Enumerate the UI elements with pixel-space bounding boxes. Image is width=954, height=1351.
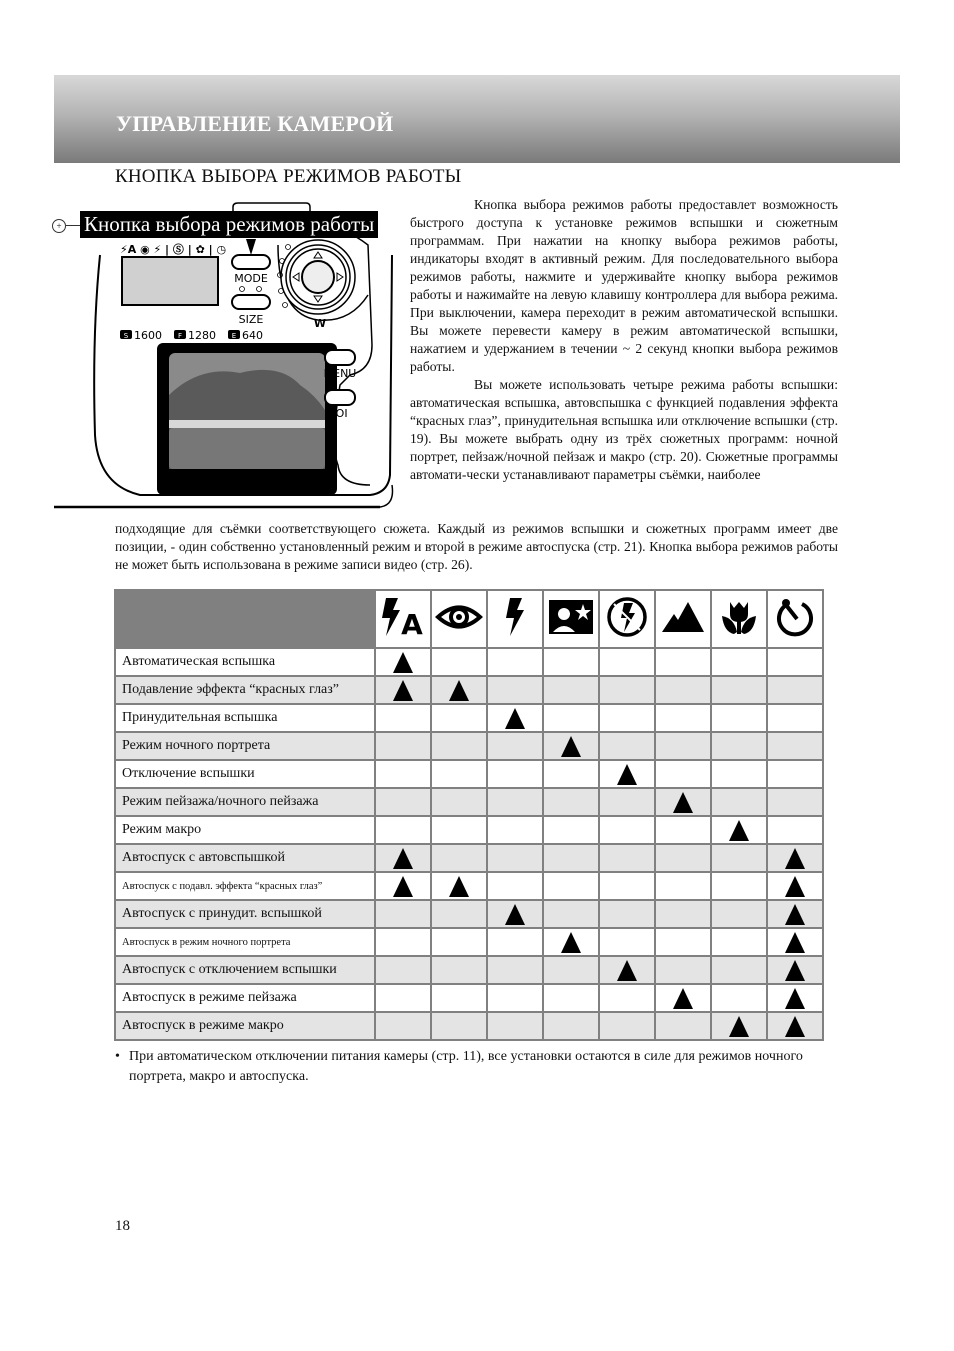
available-marker-icon	[785, 876, 805, 897]
chapter-banner	[54, 75, 900, 163]
mode-cell-auto-flash	[375, 956, 431, 984]
mode-cell-fill-flash	[487, 900, 543, 928]
footnote-bullet: •	[115, 1049, 120, 1064]
mode-cell-night-portrait	[543, 984, 599, 1012]
table-row	[115, 704, 823, 732]
mode-cell-red-eye	[431, 648, 487, 676]
mode-cell-flash-cancel	[599, 732, 655, 760]
mode-cell-fill-flash	[487, 732, 543, 760]
mode-cell-macro	[711, 984, 767, 1012]
table-row	[115, 676, 823, 704]
mode-cell-macro	[711, 704, 767, 732]
available-marker-icon	[449, 680, 469, 701]
mode-cell-flash-cancel	[599, 788, 655, 816]
table-row	[115, 732, 823, 760]
mode-cell-night-portrait	[543, 928, 599, 956]
col-landscape	[655, 590, 711, 648]
available-marker-icon	[617, 764, 637, 785]
mode-cell-self-timer	[767, 928, 823, 956]
mode-cell-night-portrait	[543, 760, 599, 788]
row-label: Автоспуск с автовспышкой	[115, 844, 375, 872]
col-red-eye	[431, 590, 487, 648]
mode-cell-self-timer	[767, 760, 823, 788]
mode-cell-red-eye	[431, 956, 487, 984]
mode-cell-flash-cancel	[599, 900, 655, 928]
mode-cell-macro	[711, 1012, 767, 1040]
available-marker-icon	[561, 932, 581, 953]
mode-cell-auto-flash	[375, 704, 431, 732]
mode-cell-self-timer	[767, 844, 823, 872]
status-icons-strip	[120, 242, 226, 256]
svg-text:E: E	[231, 332, 237, 340]
mode-cell-auto-flash	[375, 676, 431, 704]
mode-cell-landscape	[655, 984, 711, 1012]
available-marker-icon	[673, 988, 693, 1009]
svg-text:⚡A ◉ ⚡ | Ⓢ | ✿ | ◷: ⚡A ◉ ⚡ | Ⓢ | ✿ | ◷	[120, 243, 227, 256]
available-marker-icon	[449, 876, 469, 897]
mode-cell-flash-cancel	[599, 844, 655, 872]
mode-cell-red-eye	[431, 1012, 487, 1040]
mode-cell-landscape	[655, 760, 711, 788]
mode-cell-self-timer	[767, 816, 823, 844]
mode-cell-landscape	[655, 704, 711, 732]
mode-cell-macro	[711, 732, 767, 760]
night-portrait-icon	[546, 594, 596, 640]
row-label: Автоспуск с принудит. вспышкой	[115, 900, 375, 928]
mode-cell-flash-cancel	[599, 984, 655, 1012]
available-marker-icon	[393, 680, 413, 701]
mode-cell-macro	[711, 900, 767, 928]
available-marker-icon	[785, 848, 805, 869]
available-marker-icon	[785, 960, 805, 981]
svg-text:MENU: MENU	[323, 367, 357, 380]
mode-cell-macro	[711, 760, 767, 788]
mode-cell-fill-flash	[487, 928, 543, 956]
mode-cell-macro	[711, 956, 767, 984]
col-macro	[711, 590, 767, 648]
mode-cell-flash-cancel	[599, 956, 655, 984]
row-label: Режим макро	[115, 816, 375, 844]
table-row	[115, 816, 823, 844]
page-number: 18	[115, 1218, 130, 1234]
mode-cell-fill-flash	[487, 844, 543, 872]
mode-cell-macro	[711, 872, 767, 900]
mode-cell-auto-flash	[375, 872, 431, 900]
mode-cell-night-portrait	[543, 676, 599, 704]
available-marker-icon	[617, 960, 637, 981]
mode-cell-night-portrait	[543, 648, 599, 676]
mode-cell-fill-flash	[487, 788, 543, 816]
mode-cell-landscape	[655, 676, 711, 704]
mode-cell-auto-flash	[375, 844, 431, 872]
mode-cell-auto-flash	[375, 928, 431, 956]
mode-cell-self-timer	[767, 732, 823, 760]
mode-cell-fill-flash	[487, 984, 543, 1012]
mode-cell-landscape	[655, 900, 711, 928]
mode-cell-flash-cancel	[599, 760, 655, 788]
mode-cell-flash-cancel	[599, 676, 655, 704]
mode-cell-flash-cancel	[599, 928, 655, 956]
svg-text:SIZE: SIZE	[238, 313, 264, 326]
available-marker-icon	[505, 708, 525, 729]
col-night-portrait	[543, 590, 599, 648]
mode-cell-landscape	[655, 1012, 711, 1040]
available-marker-icon	[673, 792, 693, 813]
svg-text:1600: 1600	[134, 329, 162, 342]
mode-cell-auto-flash	[375, 760, 431, 788]
svg-text:W: W	[313, 317, 327, 330]
mode-cell-night-portrait	[543, 844, 599, 872]
chapter-title: УПРАВЛЕНИЕ КАМЕРОЙ	[116, 111, 394, 136]
intro-text-block	[410, 196, 838, 484]
mode-cell-red-eye	[431, 900, 487, 928]
col-self-timer	[767, 590, 823, 648]
mode-cell-self-timer	[767, 872, 823, 900]
available-marker-icon	[393, 876, 413, 897]
table-header-row	[115, 590, 823, 648]
available-marker-icon	[785, 932, 805, 953]
mode-cell-self-timer	[767, 1012, 823, 1040]
fill-flash-icon	[490, 594, 540, 640]
self-timer-icon	[770, 594, 820, 640]
mode-cell-fill-flash	[487, 872, 543, 900]
auto-flash-icon	[378, 594, 428, 640]
available-marker-icon	[729, 1016, 749, 1037]
mode-cell-night-portrait	[543, 872, 599, 900]
mode-cell-red-eye	[431, 788, 487, 816]
mode-cell-red-eye	[431, 844, 487, 872]
mode-cell-macro	[711, 816, 767, 844]
mode-cell-flash-cancel	[599, 816, 655, 844]
mode-cell-flash-cancel	[599, 704, 655, 732]
table-row	[115, 760, 823, 788]
landscape-icon	[658, 594, 708, 640]
mode-cell-fill-flash	[487, 816, 543, 844]
mode-cell-landscape	[655, 788, 711, 816]
mode-cell-self-timer	[767, 956, 823, 984]
row-label: Отключение вспышки	[115, 760, 375, 788]
table-row	[115, 984, 823, 1012]
available-marker-icon	[785, 988, 805, 1009]
table-row	[115, 788, 823, 816]
mode-cell-fill-flash	[487, 760, 543, 788]
table-row	[115, 956, 823, 984]
mode-cell-red-eye	[431, 704, 487, 732]
table-row	[115, 872, 823, 900]
modes-table	[114, 589, 824, 1041]
available-marker-icon	[785, 904, 805, 925]
mode-cell-landscape	[655, 872, 711, 900]
col-flash-off	[599, 590, 655, 648]
mode-cell-macro	[711, 928, 767, 956]
footnote	[115, 1047, 815, 1087]
available-marker-icon	[505, 904, 525, 925]
mode-cell-night-portrait	[543, 816, 599, 844]
row-label: Автоспуск с отключением вспышки	[115, 956, 375, 984]
mode-cell-night-portrait	[543, 900, 599, 928]
col-fill-flash	[487, 590, 543, 648]
flash-cancel-icon	[602, 594, 652, 640]
col-auto-flash	[375, 590, 431, 648]
paragraph-3: подходящие для съёмки соответствующего сюжета. Каждый из режимов вспышки и сюжетных программ имеет две позиции, - один собственно установленный режим и второй в режиме автоспуска (стр. 21). Кнопка выбора режимов работы не может быть использована в режиме записи видео (стр. 26).	[115, 521, 838, 572]
mode-cell-landscape	[655, 928, 711, 956]
macro-icon	[714, 594, 764, 640]
table-row	[115, 648, 823, 676]
svg-text:S: S	[123, 332, 129, 340]
row-label: Подавление эффекта “красных глаз”	[115, 676, 375, 704]
mode-cell-auto-flash	[375, 788, 431, 816]
paragraph-2: Вы можете использовать четыре режима работы вспышки: автоматическая вспышка, автовспышка с функцией подавления эффекта “красных глаз”, принудительная вспышка или отключение вспышки (стр. 19). Вы можете выбрать одну из трёх сюжетных программ: ночной портрет, пейзаж/ночной пейзаж и макро (стр. 20). Сюжетные программы автомати-чески устанавливают параметры съёмки, наиболее	[410, 377, 838, 482]
mode-cell-landscape	[655, 956, 711, 984]
mode-cell-night-portrait	[543, 732, 599, 760]
mode-cell-macro	[711, 788, 767, 816]
mode-cell-fill-flash	[487, 956, 543, 984]
mode-cell-fill-flash	[487, 1012, 543, 1040]
mode-cell-auto-flash	[375, 816, 431, 844]
mode-cell-fill-flash	[487, 648, 543, 676]
svg-text:F: F	[177, 332, 183, 340]
row-label: Автоматическая вспышка	[115, 648, 375, 676]
mode-cell-auto-flash	[375, 900, 431, 928]
callout-leader-line	[66, 225, 80, 226]
mode-cell-landscape	[655, 648, 711, 676]
table-corner-cell	[115, 590, 375, 648]
row-label: Режим ночного портрета	[115, 732, 375, 760]
modes-table-body	[115, 648, 823, 1040]
mode-cell-night-portrait	[543, 704, 599, 732]
table-row	[115, 1012, 823, 1040]
mode-cell-macro	[711, 844, 767, 872]
mode-cell-auto-flash	[375, 1012, 431, 1040]
mode-cell-self-timer	[767, 704, 823, 732]
mode-cell-self-timer	[767, 676, 823, 704]
mode-cell-night-portrait	[543, 956, 599, 984]
mode-button-callout: Кнопка выбора режимов работы	[80, 211, 378, 238]
paragraph-3-block	[115, 520, 838, 574]
mode-cell-auto-flash	[375, 984, 431, 1012]
mode-cell-red-eye	[431, 760, 487, 788]
section-title: КНОПКА ВЫБОРА РЕЖИМОВ РАБОТЫ	[115, 166, 462, 187]
paragraph-1: Кнопка выбора режимов работы предоставлет возможность быстрого доступа к установке режимов вспышки и сюжетным программам. При нажатии на кнопку выбора режимов работы, индикаторы входят в активный режим. Для последовательного выбора режимов работы, нажмите и удерживайте кнопку выбора режимов работы и нажимайте на левую клавишу контроллера для выбора режима. При выключении, камера переходит в режим автоматической вспышки. Вы можете перевести камеру в режим автоматической вспышки, нажатием и удержанием в течении ~ 2 секунд кнопки выбора режимов работы.	[410, 197, 838, 374]
mode-cell-night-portrait	[543, 788, 599, 816]
mode-cell-macro	[711, 676, 767, 704]
mode-cell-red-eye	[431, 816, 487, 844]
available-marker-icon	[393, 848, 413, 869]
zoom-callout-icon: +	[52, 219, 66, 233]
table-row	[115, 928, 823, 956]
svg-text:IOI: IOI	[332, 407, 348, 420]
camera-back-illustration	[50, 195, 420, 515]
row-label: Автоспуск с подавл. эффекта “красных глаз”	[115, 872, 375, 900]
mode-cell-flash-cancel	[599, 1012, 655, 1040]
mode-cell-red-eye	[431, 676, 487, 704]
mode-cell-self-timer	[767, 788, 823, 816]
mode-cell-fill-flash	[487, 676, 543, 704]
mode-cell-red-eye	[431, 928, 487, 956]
footnote-text: При автоматическом отключении питания камеры (стр. 11), все установки остаются в силе для режимов ночного портрета, макро и автоспуска.	[129, 1049, 803, 1084]
mode-cell-night-portrait	[543, 1012, 599, 1040]
row-label: Режим пейзажа/ночного пейзажа	[115, 788, 375, 816]
mode-cell-self-timer	[767, 984, 823, 1012]
available-marker-icon	[561, 736, 581, 757]
mode-cell-landscape	[655, 816, 711, 844]
mode-cell-flash-cancel	[599, 648, 655, 676]
mode-cell-landscape	[655, 844, 711, 872]
mode-cell-auto-flash	[375, 648, 431, 676]
mode-button-label: MODE	[234, 272, 268, 285]
mode-cell-self-timer	[767, 648, 823, 676]
svg-text:640: 640	[242, 329, 263, 342]
row-label: Принудительная вспышка	[115, 704, 375, 732]
available-marker-icon	[393, 652, 413, 673]
svg-text:1280: 1280	[188, 329, 216, 342]
mode-cell-red-eye	[431, 872, 487, 900]
available-marker-icon	[729, 820, 749, 841]
mode-cell-macro	[711, 648, 767, 676]
red-eye-icon	[434, 594, 484, 640]
mode-cell-auto-flash	[375, 732, 431, 760]
table-row	[115, 900, 823, 928]
available-marker-icon	[785, 1016, 805, 1037]
svg-text:A: A	[401, 607, 423, 640]
row-label: Автоспуск в режиме макро	[115, 1012, 375, 1040]
mode-cell-self-timer	[767, 900, 823, 928]
mode-cell-landscape	[655, 732, 711, 760]
mode-cell-red-eye	[431, 984, 487, 1012]
row-label: Автоспуск в режим ночного портрета	[115, 928, 375, 956]
table-row	[115, 844, 823, 872]
mode-cell-red-eye	[431, 732, 487, 760]
mode-cell-flash-cancel	[599, 872, 655, 900]
mode-cell-fill-flash	[487, 704, 543, 732]
row-label: Автоспуск в режиме пейзажа	[115, 984, 375, 1012]
